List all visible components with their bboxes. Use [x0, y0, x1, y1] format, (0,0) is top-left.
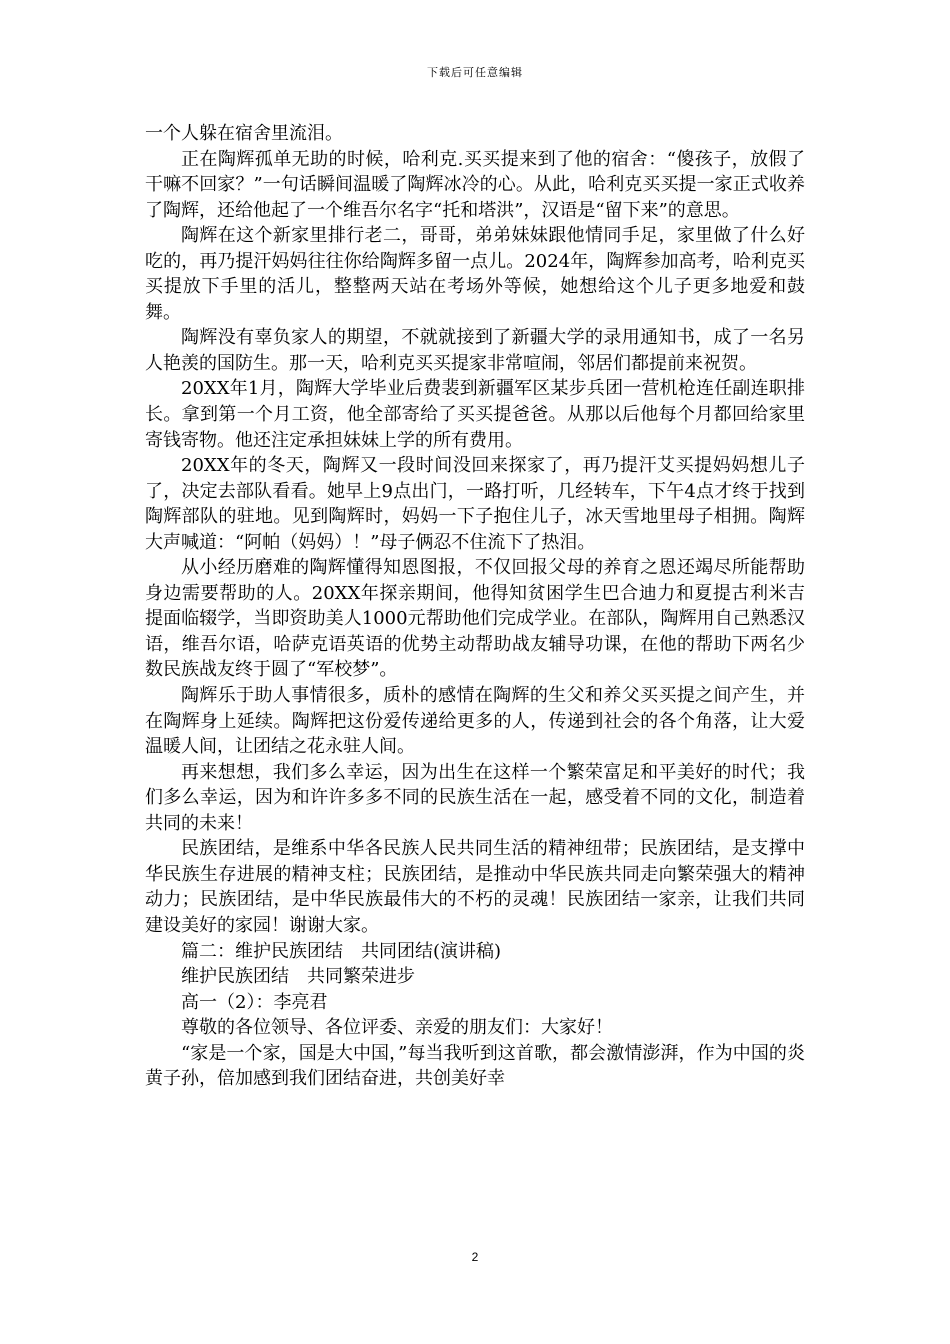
paragraph: 陶辉没有辜负家人的期望，不就就接到了新疆大学的录用通知书，成了一名另人艳羡的国防生。那一天，哈利克买买提家非常喧闹，邻居们都提前来祝贺。 — [145, 327, 805, 374]
document-body — [145, 121, 805, 1092]
salutation: 尊敬的各位领导、各位评委、亲爱的朋友们：大家好！ — [181, 1017, 613, 1039]
paragraph: 再来想想，我们多么幸运，因为出生在这样一个繁荣富足和平美好的时代；我们多么幸运，因为和许许多多不同的民族生活在一起，感受着不同的文化，制造着共同的未来！ — [145, 761, 805, 834]
section-title: 篇二：维护民族团结 共同团结(演讲稿) — [181, 940, 502, 962]
paragraph: 陶辉乐于助人事情很多，质朴的感情在陶辉的生父和养父买买提之间产生，并在陶辉身上延续。陶辉把这份爱传递给更多的人，传递到社会的各个角落，让大爱温暖人间，让团结之花永驻人间。 — [145, 685, 805, 758]
paragraph: 20XX年1月，陶辉大学毕业后费裴到新疆军区某步兵团一营机枪连任副连职排长。拿到第一个月工资，他全部寄给了买买提爸爸。从那以后他每个月都回给家里寄钱寄物。他还注定承担妹妹上学的所有费用。 — [145, 378, 805, 451]
speaker-line: 高一（2）：李亮君 — [181, 991, 328, 1013]
paragraph: 民族团结，是维系中华各民族人民共同生活的精神纽带；民族团结，是支撑中华民族生存进展的精神支柱；民族团结，是推动中华民族共同走向繁荣强大的精神动力；民族团结，是中华民族最伟大的不朽的灵魂！民族团结一家亲，让我们共同建设美好的家园！谢谢大家。 — [145, 838, 805, 936]
paragraph: 正在陶辉孤单无助的时候，哈利克.买买提来到了他的宿舍：“傻孩子，放假了干嘛不回家？”一句话瞬间温暖了陶辉冰冷的心。从此，哈利克买买提一家正式收养了陶辉，还给他起了一个维吾尔名字“托和塔洪”，汉语是“留下来”的意思。 — [145, 148, 805, 221]
paragraph: 20XX年的冬天，陶辉又一段时间没回来探家了，再乃提汗艾买提妈妈想儿子了，决定去部队看看。她早上9点出门，一路打听，几经转车，下午4点才终于找到陶辉部队的驻地。见到陶辉时，妈妈一下子抱住儿子，冰天雪地里母子相拥。陶辉大声喊道：“阿帕（妈妈）！”母子俩忍不住流下了热泪。 — [145, 455, 805, 553]
page-number: 2 — [471, 1250, 479, 1264]
paragraph: 从小经历磨难的陶辉懂得知恩图报，不仅回报父母的养育之恩还竭尽所能帮助身边需要帮助的人。20XX年探亲期间，他得知贫困学生巴合迪力和夏提古利米吉提面临辍学，当即资助美人1000元帮助他们完成学业。在部队，陶辉用自己熟悉汉语，维吾尔语，哈萨克语英语的优势主动帮助战友辅导功课，在他的帮助下两名少数民族战友终于圆了“军校梦”。 — [145, 557, 805, 681]
speech-title: 维护民族团结 共同繁荣进步 — [181, 966, 415, 988]
paragraph: 一个人躲在宿舍里流泪。 — [145, 123, 343, 144]
paragraph: 陶辉在这个新家里排行老二，哥哥，弟弟妹妹跟他情同手足，家里做了什么好吃的，再乃提汗妈妈往往你给陶辉多留一点儿。2024年，陶辉参加高考，哈利克买买提放下手里的活儿，整整两天站在考场外等候，她想给这个儿子更多地爱和鼓舞。 — [145, 225, 805, 323]
page-header: 下载后可任意编辑 — [427, 66, 523, 79]
paragraph: “家是一个家，国是大中国，”每当我听到这首歌，都会激情澎湃，作为中国的炎黄子孙，倍加感到我们团结奋进，共创美好幸 — [145, 1042, 805, 1090]
